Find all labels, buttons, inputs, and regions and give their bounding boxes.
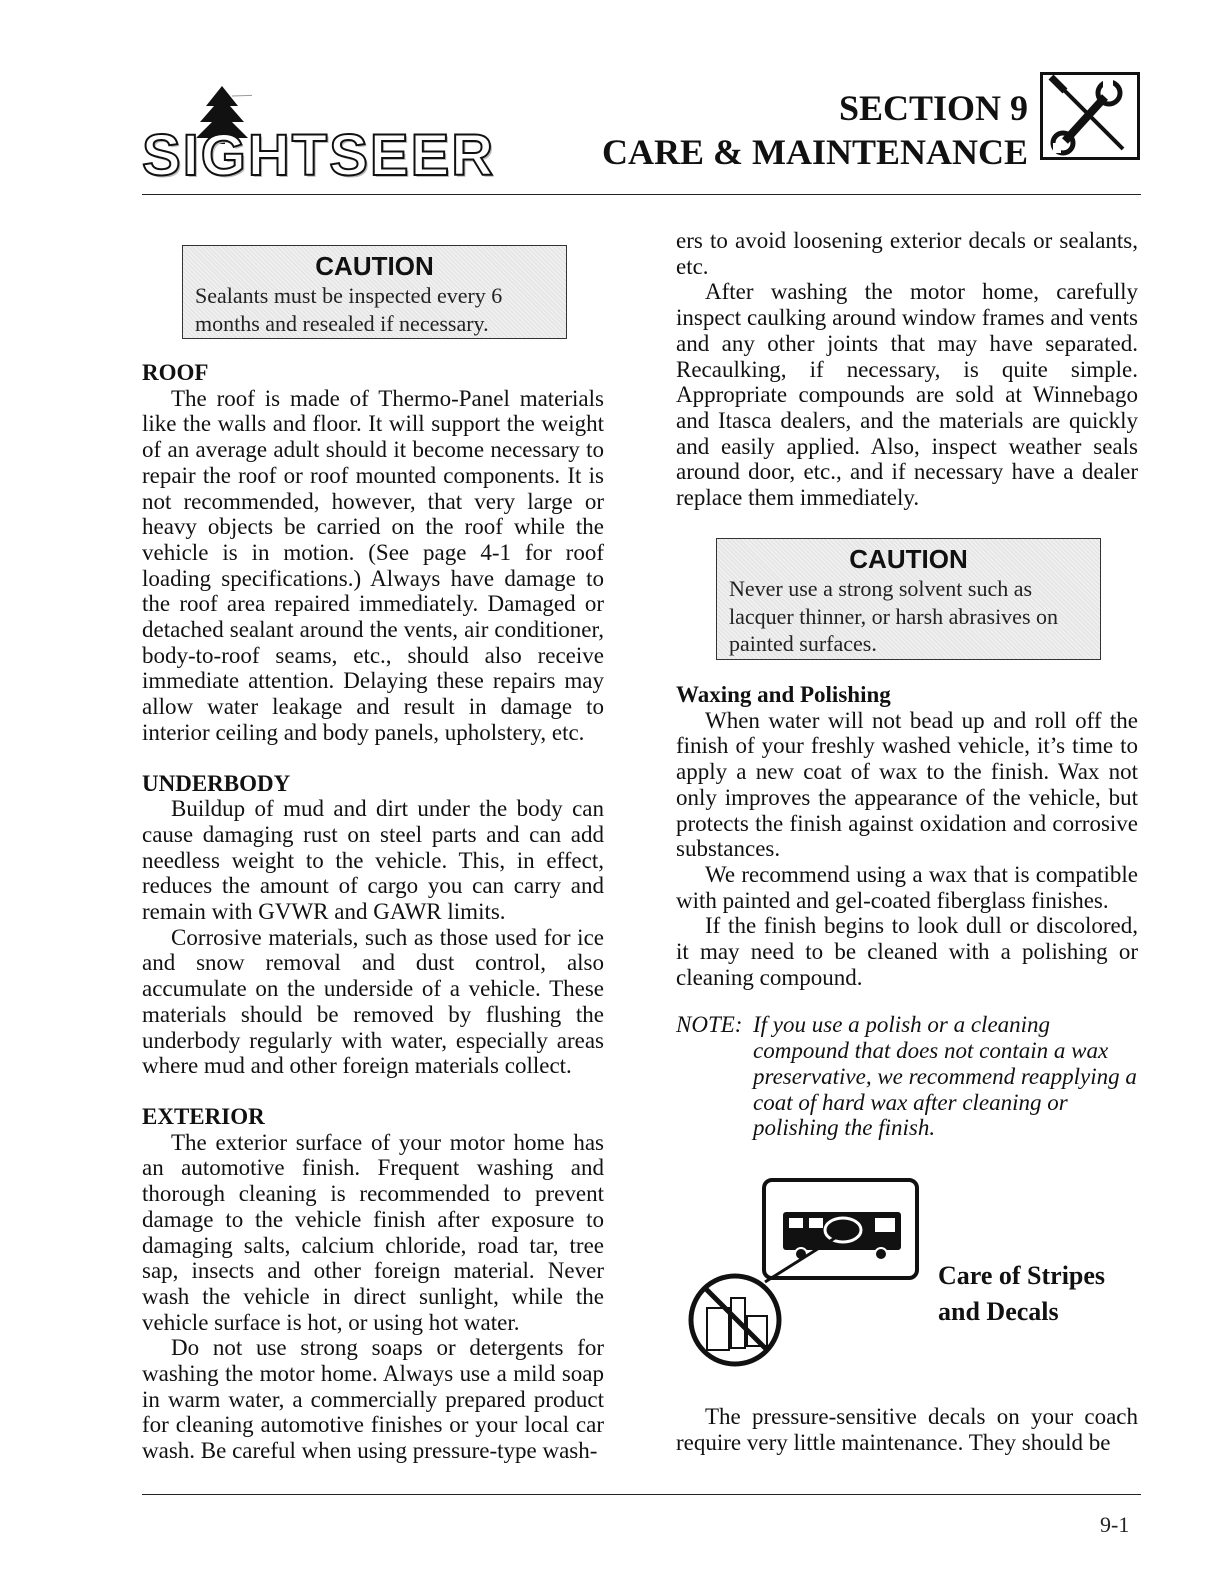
- exterior-paragraph-2-continued: ers to avoid loosening exterior decals or sealants, etc.: [676, 228, 1138, 279]
- waxing-heading: Waxing and Polishing: [676, 682, 891, 707]
- caution-box-sealants: [182, 245, 567, 339]
- waxing-section: [676, 682, 1138, 1141]
- caution-title: CAUTION: [849, 544, 968, 574]
- underbody-paragraph-1: Buildup of mud and dirt under the body can cause damaging rust on steel parts and can add needless weight to the vehicle. This, in effect, reduces the amount of cargo you can carry and remain with GVWR and GAWR limits.: [142, 796, 604, 925]
- caution-box-solvents: [716, 538, 1101, 660]
- caution-text: Never use a strong solvent such as lacquer thinner, or harsh abrasives on painted surfaces.: [729, 576, 1059, 656]
- no-harsh-cleaners-icon: [691, 1276, 779, 1364]
- note-text: If you use a polish or a cleaning compound that does not contain a wax preservative, we recommend reapplying a coat of hard wax after cleaning or polishing the finish.: [753, 1012, 1137, 1141]
- note-label: NOTE:: [676, 1012, 743, 1038]
- section-title: [602, 86, 1028, 174]
- roof-paragraph: The roof is made of Thermo-Panel materials like the walls and floor. It will support the weight of an average adult should it become necessary to repair the roof or roof mounted components. It is not recommended, however, that very large or heavy objects be carried on the roof while the vehicle is in motion. (See page 4-1 for roof loading specifications.) Always have damage to the roof area repaired immediately. Damaged or detached sealant around the vents, air conditioner, body-to-roof seams, etc., should also receive immediate attention. Delaying these repairs may allow water leakage and result in damage to interior ceiling and body panels, upholstery, etc.: [142, 385, 604, 745]
- section-number: SECTION 9: [838, 88, 1028, 128]
- stripes-heading: [938, 1258, 1105, 1330]
- stripes-heading-line-2: and Decals: [938, 1297, 1059, 1326]
- left-column: [142, 360, 604, 1464]
- right-column: [676, 228, 1138, 511]
- waxing-paragraph-2: We recommend using a wax that is compatible with painted and gel-coated fiberglass finishes.: [676, 861, 1138, 913]
- roof-heading: ROOF: [142, 360, 209, 385]
- header-rule: [142, 194, 1141, 195]
- stripes-paragraph: The pressure-sensitive decals on your coach require very little maintenance. They should be: [676, 1404, 1138, 1455]
- caution-text: Sealants must be inspected every 6 months and resealed if necessary.: [195, 283, 503, 336]
- stripes-heading-line-1: Care of Stripes: [938, 1261, 1106, 1290]
- stripes-illustration: [685, 1178, 925, 1368]
- note-block: [676, 1012, 1138, 1141]
- exterior-heading: EXTERIOR: [142, 1103, 265, 1129]
- sightseer-logo: [142, 84, 552, 188]
- underbody-heading: UNDERBODY: [142, 770, 291, 796]
- waxing-paragraph-3: If the finish begins to look dull or discolored, it may need to be cleaned with a polishing or cleaning compound.: [676, 913, 1138, 990]
- caution-title: CAUTION: [315, 251, 434, 281]
- stripes-section: [676, 1404, 1138, 1455]
- waxing-paragraph-1: When water will not bead up and roll off the finish of your freshly washed vehicle, it’s time to apply a new coat of wax to the finish. Wax not only improves the appearance of the vehicle, but protects the finish against oxidation and corrosive substances.: [676, 707, 1138, 862]
- logo-wordmark: SIGHTSEER: [142, 123, 496, 188]
- exterior-paragraph-3: After washing the motor home, carefully inspect caulking around window frames and vents and any other joints that may have separated. Recaulking, if necessary, is quite simple. Appropriate compounds are sold at Winnebago and Itasca dealers, and the materials are quickly and easily applied. Also, inspect weather seals around door, etc., and if necessary have a dealer replace them immediately.: [676, 279, 1138, 511]
- wrench-screwdriver-icon: [1040, 72, 1140, 160]
- section-name: CARE & MAINTENANCE: [601, 132, 1028, 172]
- exterior-paragraph-1: The exterior surface of your motor home has an automotive finish. Frequent washing and thorough cleaning is recommended to prevent damage to the vehicle finish after exposure to damaging salts, calcium chloride, road tar, tree sap, insects and other foreign material. Never wash the vehicle in direct sunlight, while the vehicle surface is hot, or using hot water.: [142, 1129, 604, 1335]
- page-number: 9-1: [1100, 1512, 1130, 1537]
- underbody-paragraph-2: Corrosive materials, such as those used for ice and snow removal and dust control, also accumulate on the underside of a vehicle. These materials should be removed by flushing the underbody regularly with water, especially areas where mud and other foreign materials collect.: [142, 924, 604, 1079]
- exterior-paragraph-2: Do not use strong soaps or detergents for washing the motor home. Always use a mild soap in warm water, a commercially prepared product for cleaning automotive finishes or your local car wash. Be careful when using pressure-type wash-: [142, 1335, 604, 1464]
- footer-rule: [142, 1494, 1141, 1495]
